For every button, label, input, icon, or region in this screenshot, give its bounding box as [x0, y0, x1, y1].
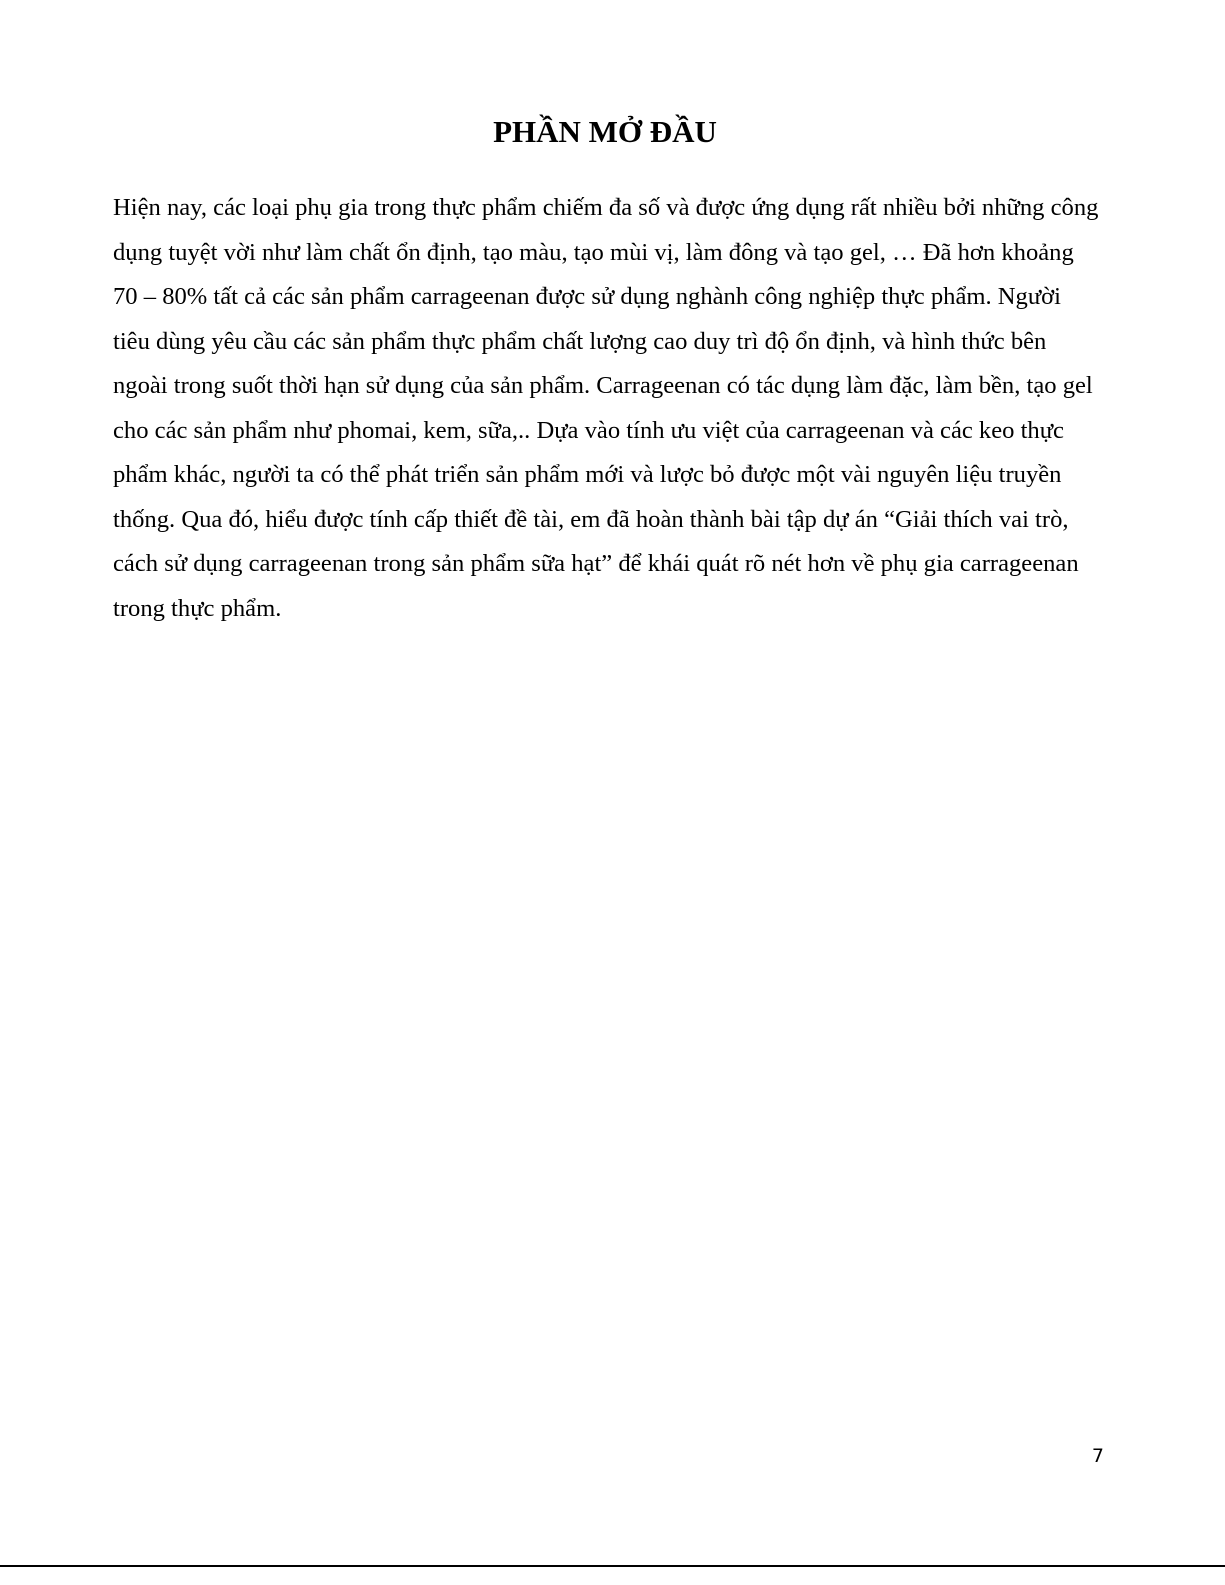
page-number: 7	[1091, 1445, 1104, 1467]
page-title: PHẦN MỞ ĐẦU	[493, 114, 717, 149]
intro-paragraph: Hiện nay, các loại phụ gia trong thực phẩm chiếm đa số và được ứng dụng rất nhiều bởi những công dụng tuyệt vời như làm chất ổn định, tạo màu, tạo mùi vị, làm đông và tạo gel, … Đã hơn khoảng 70 – 80% tất cả các sản phẩm carrageenan được sử dụng nghành công nghiệp thực phẩm. Người tiêu dùng yêu cầu các sản phẩm thực phẩm chất lượng cao duy trì độ ổn định, và hình thức bên ngoài trong suốt thời hạn sử dụng của sản phẩm. Carrageenan có tác dụng làm đặc, làm bền, tạo gel cho các sản phẩm như phomai, kem, sữa,.. Dựa vào tính ưu việt của carrageenan và các keo thực phẩm khác, người ta có thể phát triển sản phẩm mới và lược bỏ được một vài nguyên liệu truyền thống. Qua đó, hiểu được tính cấp thiết đề tài, em đã hoàn thành bài tập dự án “Giải thích vai trò, cách sử dụng carrageenan trong sản phẩm sữa hạt” để khái quát rõ nét hơn về phụ gia carrageenan trong thực phẩm.	[113, 194, 1099, 622]
bottom-divider	[0, 1565, 1225, 1567]
